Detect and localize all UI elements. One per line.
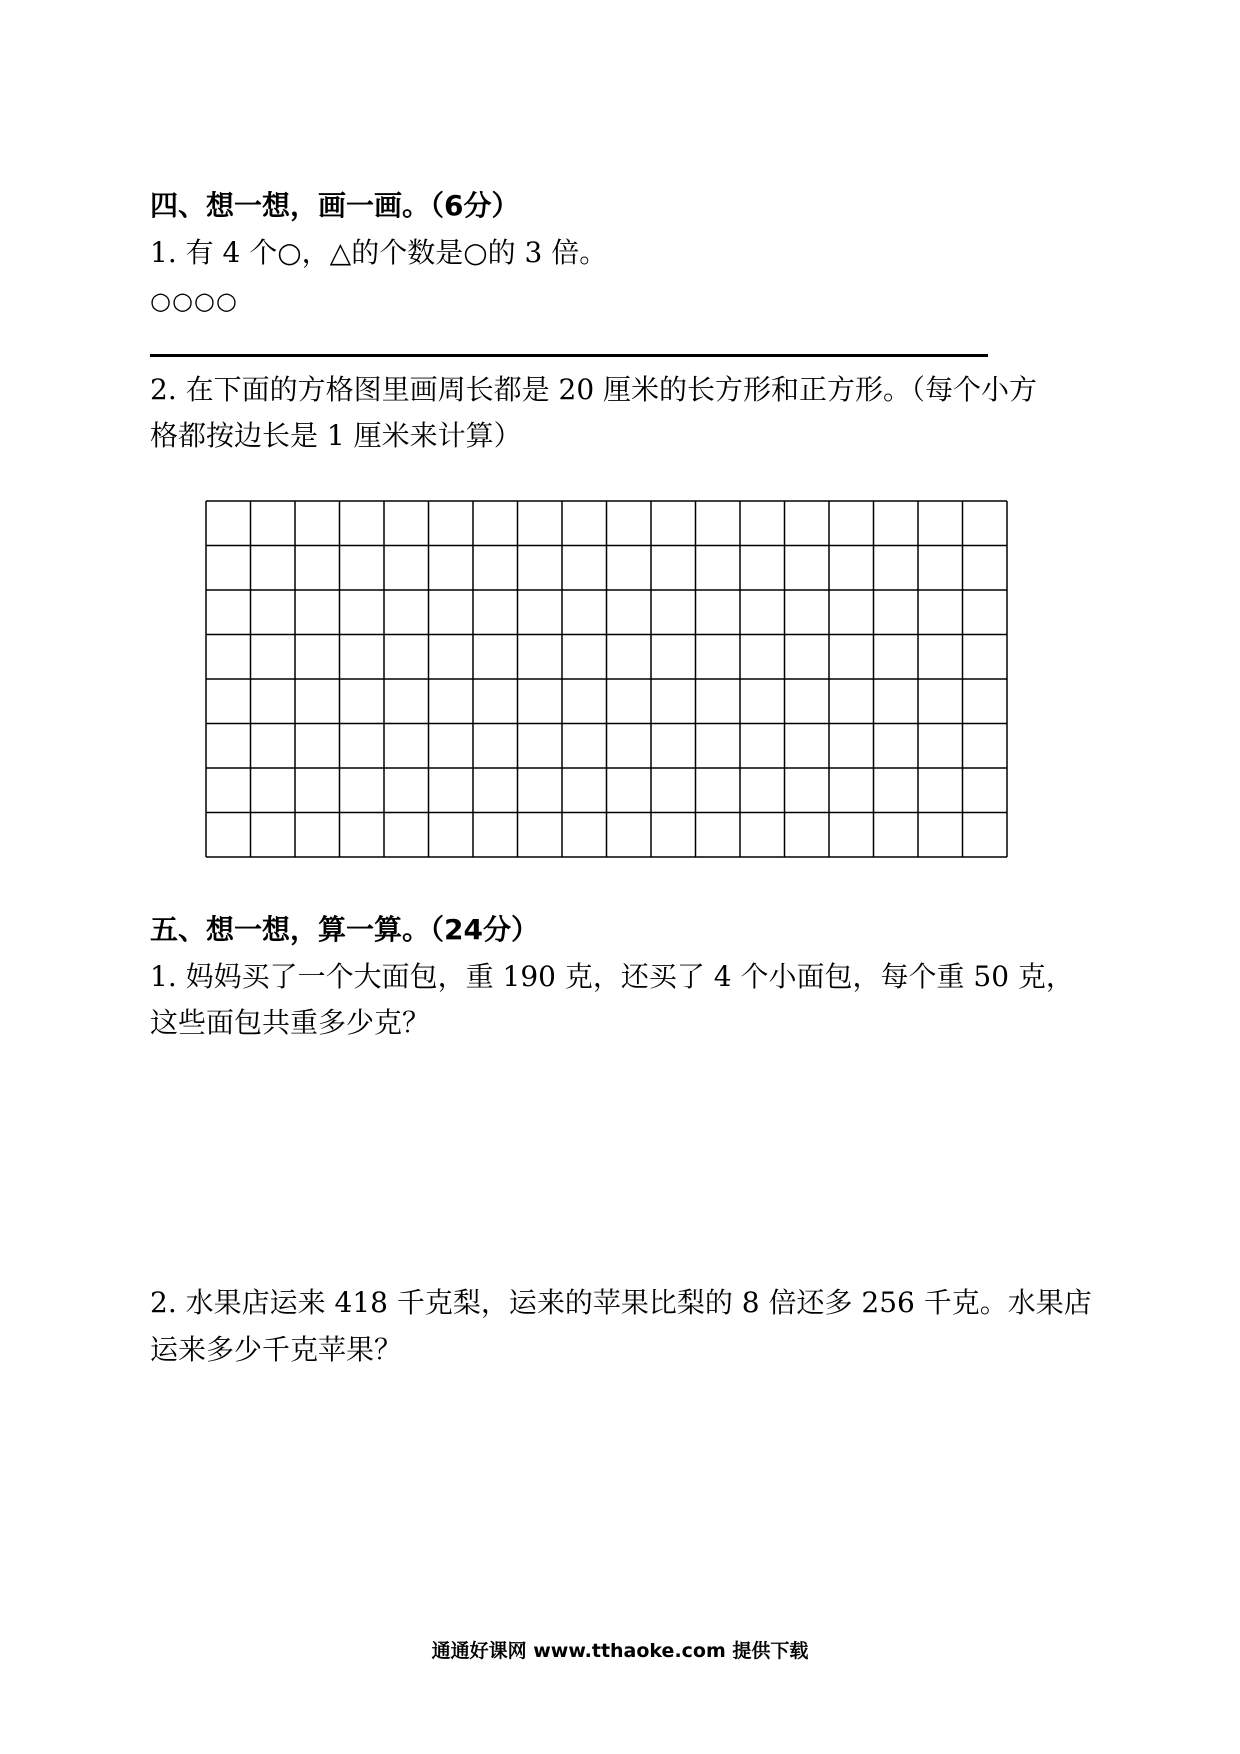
section4-q1-text: 1. 有 4 个○，△的个数是○的 3 倍。 [150, 236, 608, 269]
answer-line [150, 354, 988, 357]
section5-heading: 五、想一想，算一算。（24分） [150, 913, 539, 946]
section5-q1-line1: 1. 妈妈买了一个大面包，重 190 克，还买了 4 个小面包，每个重 50 克， [150, 960, 1074, 993]
section4-q2-line2: 格都按边长是 1 厘米来计算） [150, 419, 522, 452]
section5-q1-line2: 这些面包共重多少克？ [150, 1006, 431, 1039]
footer-credit: 通通好课网 www.tthaoke.com 提供下载 [431, 1640, 809, 1662]
section4-heading: 四、想一想，画一画。（6分） [150, 189, 520, 222]
section4-q2-line1: 2. 在下面的方格图里画周长都是 20 厘米的长方形和正方形。（每个小方 [150, 373, 1038, 406]
square-grid[interactable] [205, 500, 1010, 860]
circles-row: ○○○○ [150, 287, 238, 315]
section5-q2-line1: 2. 水果店运来 418 千克梨，运来的苹果比梨的 8 倍还多 256 千克。水果店 [150, 1286, 1092, 1319]
section5-q2-line2: 运来多少千克苹果？ [150, 1333, 403, 1366]
